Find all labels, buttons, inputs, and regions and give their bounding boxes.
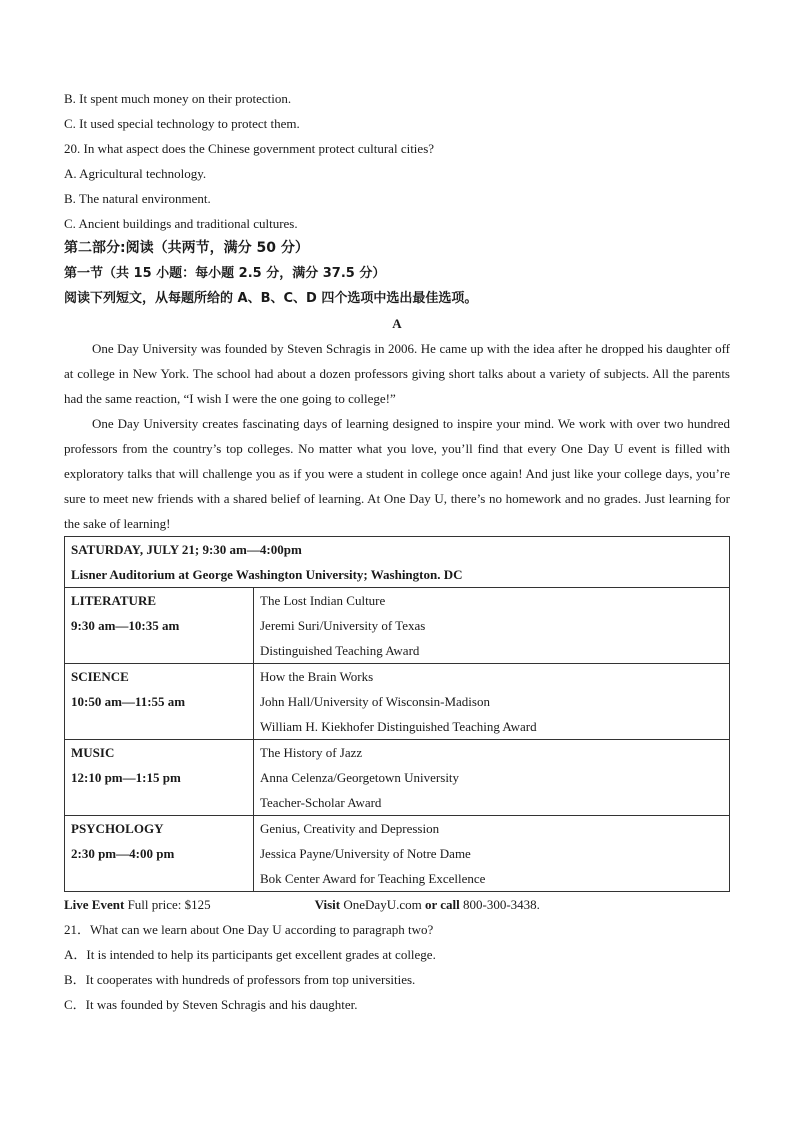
- table-row: [65, 588, 730, 664]
- session-subject: LITERATURE: [71, 593, 157, 608]
- exam-page: [64, 86, 730, 1017]
- question-21: 21．What can we learn about One Day U according to paragraph two?: [64, 922, 434, 937]
- phone-number: 800-300-3438.: [459, 897, 540, 912]
- session-subject-cell: [65, 664, 254, 740]
- price-text: Full price: $125: [124, 897, 211, 912]
- q21-option-a: A．It is intended to help its participants get excellent grades at college.: [64, 947, 436, 962]
- session-detail-cell: [254, 588, 730, 664]
- section-subtitle: 第一节（共 15 小题：每小题 2.5 分，满分 37.5 分）: [64, 266, 386, 281]
- instruction: 阅读下列短文，从每题所给的 A、B、C、D 四个选项中选出最佳选项。: [64, 291, 478, 306]
- session-detail-cell: [254, 816, 730, 892]
- table-row: [65, 664, 730, 740]
- passage-paragraph-2: One Day University creates fascinating days of learning designed to inspire your mind. We work with over two hundred professors from the country’s top colleges. No matter what you love, you’ll find that every One Day U event is filled with exploratory talks that will challenge you as if you were a student in college once again! And just like your college days, you’re sure to meet new friends with a shared belief of learning. At One Day U, there’s no homework and no grades. Just learning for the sake of learning!: [64, 416, 730, 531]
- question-20: 20. In what aspect does the Chinese government protect cultural cities?: [64, 141, 435, 156]
- schedule-header-cell: [65, 537, 730, 588]
- session-time: 9:30 am—10:35 am: [71, 618, 180, 633]
- q20-option-a: A. Agricultural technology.: [64, 166, 207, 181]
- session-time: 12:10 pm—1:15 pm: [71, 770, 181, 785]
- option-b-prev: B. It spent much money on their protection.: [64, 91, 292, 106]
- session-award: William H. Kiekhofer Distinguished Teaching Award: [260, 719, 537, 734]
- passage-paragraph-1: One Day University was founded by Steven Schragis in 2006. He came up with the idea after he dropped his daughter off at college in New York. The school had about a dozen professors giving short talks about a variety of subjects. All the parents had the same reaction, “I wish I were the one going to college!”: [64, 341, 730, 406]
- call-label: or call: [424, 897, 460, 912]
- session-title: The History of Jazz: [260, 745, 363, 760]
- q20-option-b: B. The natural environment.: [64, 191, 211, 206]
- q20-option-c: C. Ancient buildings and traditional cultures.: [64, 216, 298, 231]
- schedule-header-row: [65, 537, 730, 588]
- session-time: 10:50 am—11:55 am: [71, 694, 186, 709]
- session-award: Teacher-Scholar Award: [260, 795, 382, 810]
- session-title: The Lost Indian Culture: [260, 593, 386, 608]
- session-subject-cell: [65, 816, 254, 892]
- session-subject: MUSIC: [71, 745, 115, 760]
- table-row: [65, 740, 730, 816]
- part-title: 第二部分:阅读（共两节，满分 50 分）: [64, 240, 309, 256]
- session-title: How the Brain Works: [260, 669, 374, 684]
- session-award: Bok Center Award for Teaching Excellence: [260, 871, 486, 886]
- event-footer: [64, 892, 730, 917]
- passage-label: A: [392, 316, 402, 331]
- session-detail-cell: [254, 740, 730, 816]
- session-award: Distinguished Teaching Award: [260, 643, 420, 658]
- event-date: SATURDAY, JULY 21; 9:30 am—4:00pm: [71, 542, 302, 557]
- option-c-prev: C. It used special technology to protect them.: [64, 116, 300, 131]
- event-schedule-table: [64, 536, 730, 892]
- session-speaker: Anna Celenza/Georgetown University: [260, 770, 460, 785]
- q21-option-c: C．It was founded by Steven Schragis and his daughter.: [64, 997, 358, 1012]
- website-link[interactable]: OneDayU.com: [340, 897, 425, 912]
- table-row: [65, 816, 730, 892]
- live-event-label: Live Event: [64, 897, 125, 912]
- session-speaker: Jeremi Suri/University of Texas: [260, 618, 426, 633]
- q21-option-b: B．It cooperates with hundreds of professors from top universities.: [64, 972, 416, 987]
- session-title: Genius, Creativity and Depression: [260, 821, 440, 836]
- visit-label: Visit: [314, 897, 341, 912]
- session-subject-cell: [65, 588, 254, 664]
- session-detail-cell: [254, 664, 730, 740]
- session-subject: PSYCHOLOGY: [71, 821, 164, 836]
- session-subject-cell: [65, 740, 254, 816]
- session-subject: SCIENCE: [71, 669, 129, 684]
- event-venue: Lisner Auditorium at George Washington University; Washington. DC: [71, 567, 463, 582]
- session-time: 2:30 pm—4:00 pm: [71, 846, 175, 861]
- session-speaker: Jessica Payne/University of Notre Dame: [260, 846, 471, 861]
- session-speaker: John Hall/University of Wisconsin-Madison: [260, 694, 490, 709]
